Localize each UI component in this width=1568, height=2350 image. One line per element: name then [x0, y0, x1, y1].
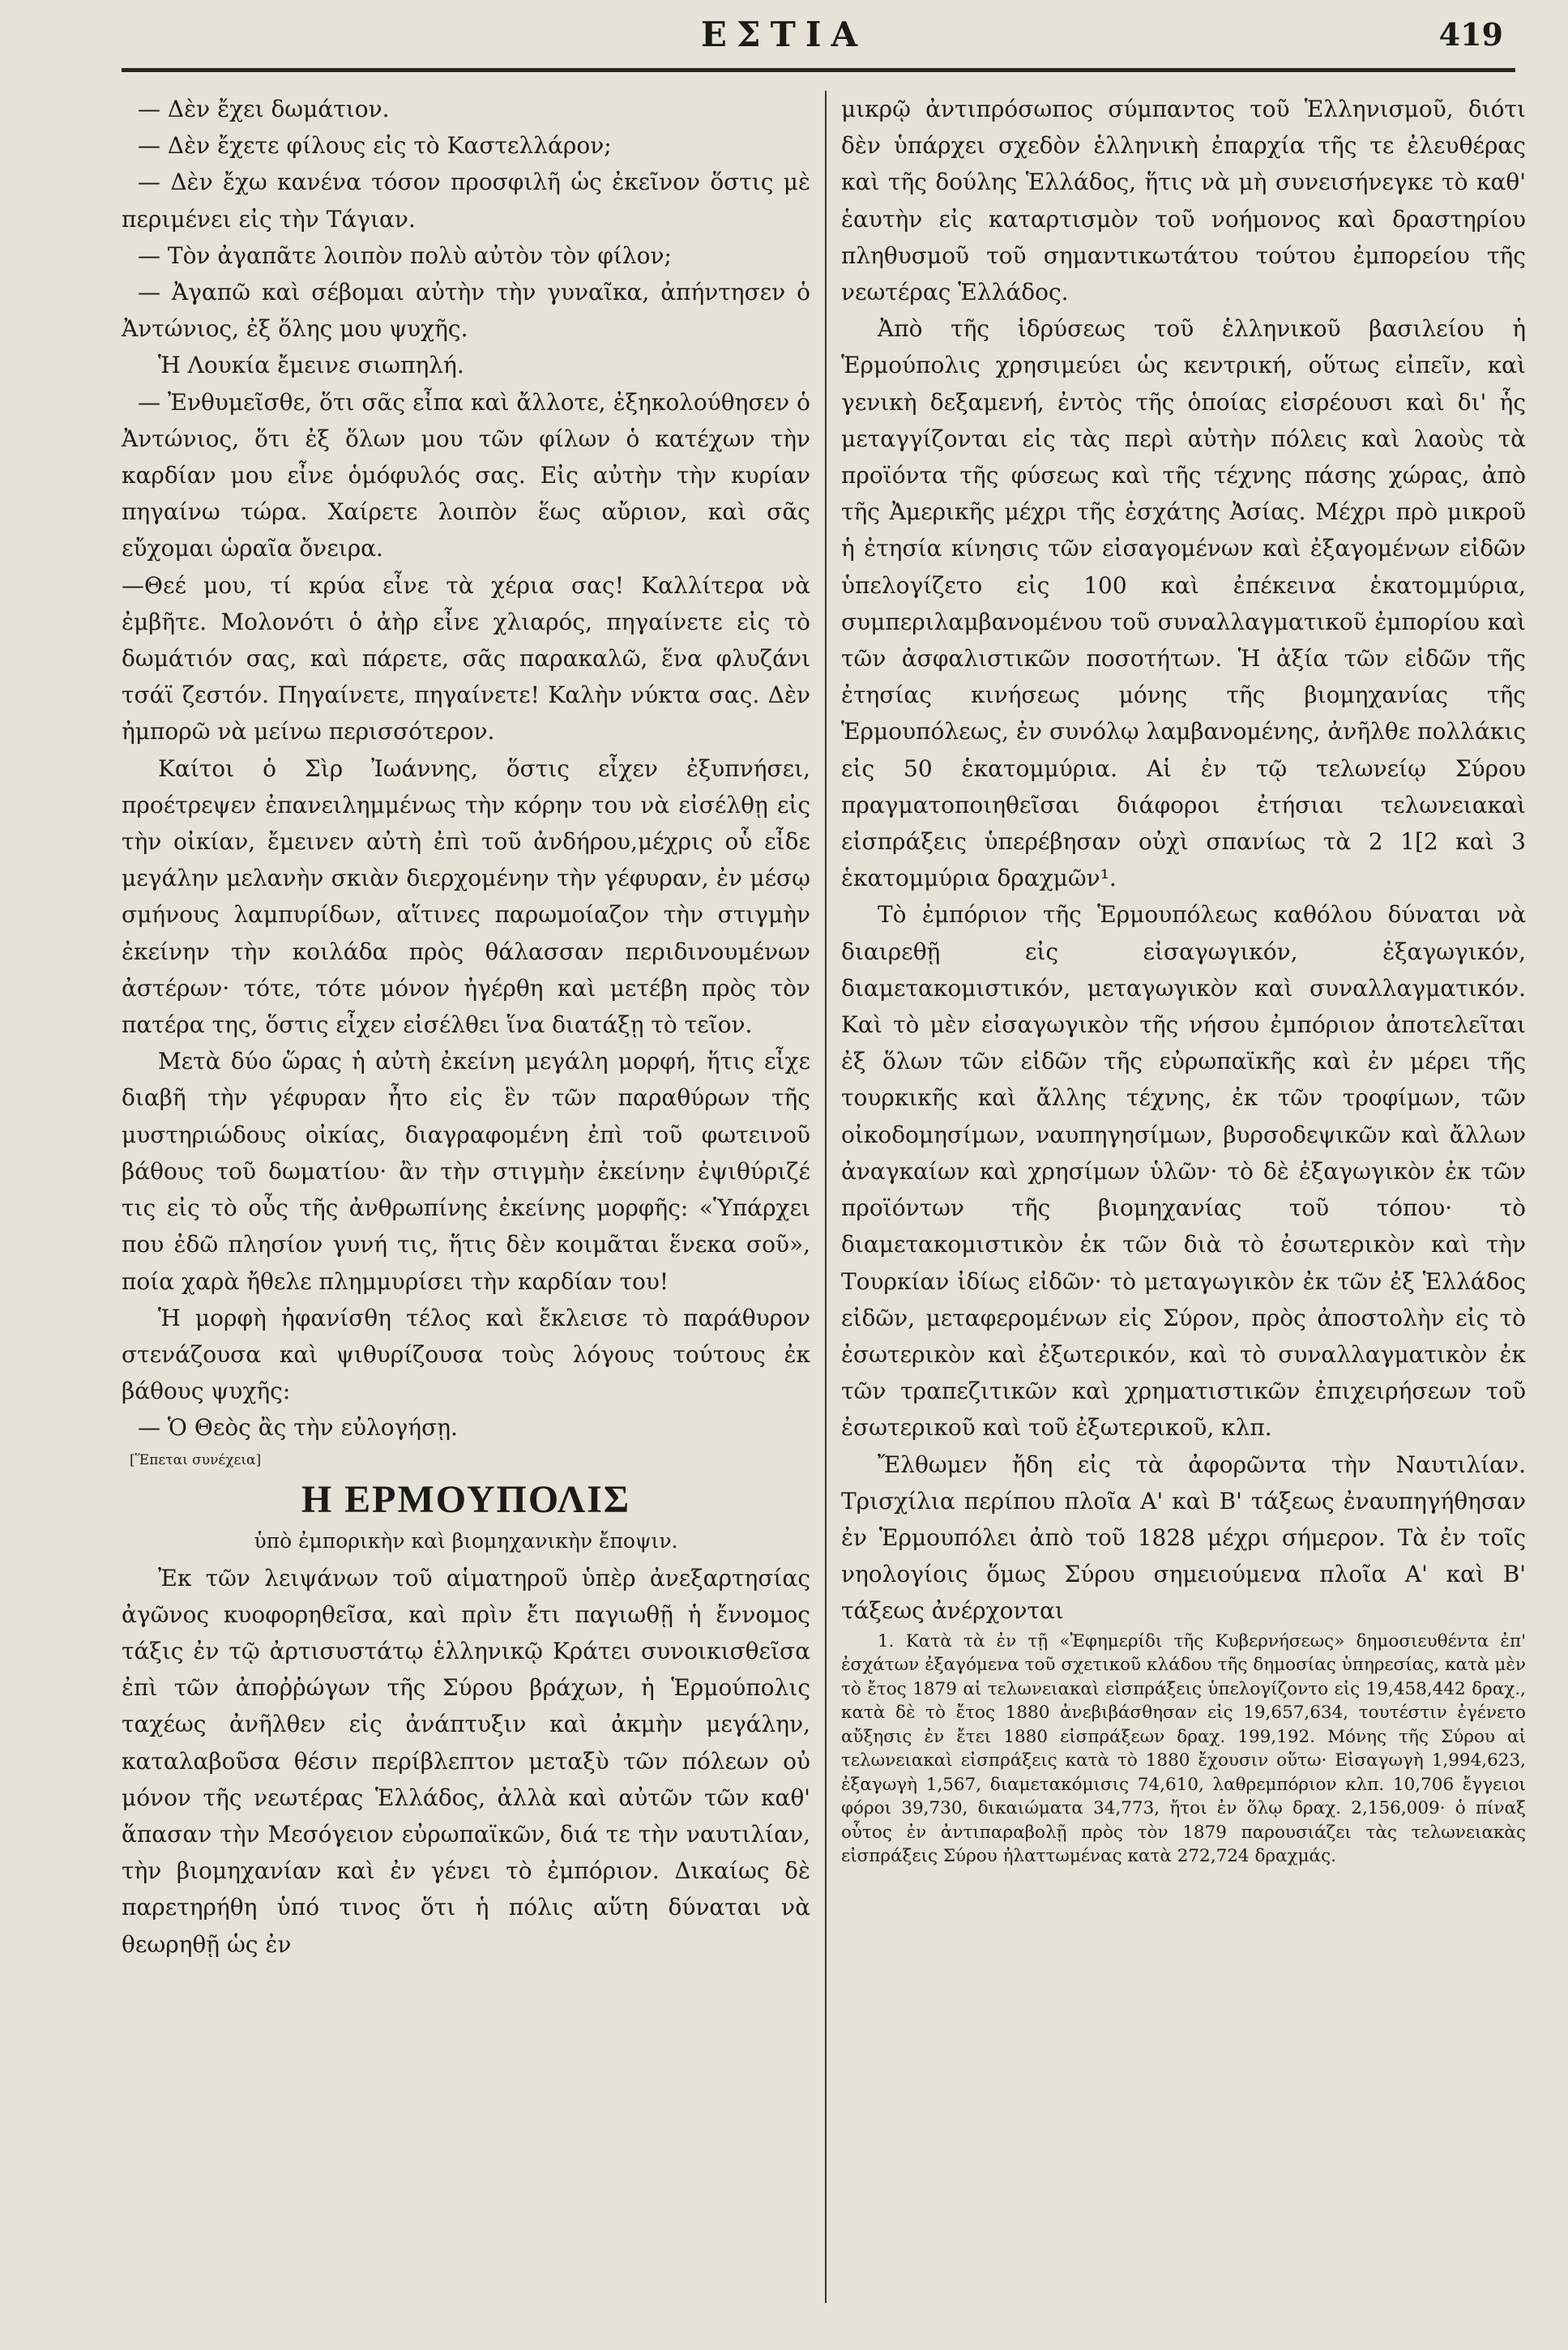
paragraph: — Δὲν ἔχει δωμάτιον. [138, 96, 390, 122]
journal-title: ΕΣΤΙΑ [700, 15, 868, 54]
paragraph: — Ἀγαπῶ καὶ σέβομαι αὐτὴν τὴν γυναῖκα, ἀπήντησεν ὁ Ἀντώνιος, ἐξ ὅλης μου ψυχῆς. [122, 279, 810, 343]
column-divider [825, 91, 827, 2303]
paragraph: — Ἐνθυμεῖσθε, ὅτι σᾶς εἶπα καὶ ἄλλοτε, ἐξηκολούθησεν ὁ Ἀντώνιος, ὅτι ἐξ ὅλων μου τῶν φίλων ὁ κατέχων τὴν καρδίαν μου εἶνε ὁμόφυλός σας. Εἰς αὐτὴν τὴν κυρίαν πηγαίνω τώρα. Χαίρετε λοιπὸν ἕως αὔριον, καὶ σᾶς εὔχομαι ὡραῖα ὄνειρα. [122, 388, 810, 562]
header-rule [122, 68, 1515, 72]
paragraph: —Θεέ μου, τί κρύα εἶνε τὰ χέρια σας! Καλλίτερα νὰ ἐμβῆτε. Μολονότι ὁ ἀὴρ εἶνε χλιαρός, πηγαίνετε εἰς τὸ δωμάτιόν σας, καὶ πάρετε, σᾶς παρακαλῶ, ἕνα φλυζάνι τσάϊ ζεστόν. Πηγαίνετε, πηγαίνετε! Καλὴν νύκτα σας. Δὲν ἠμπορῶ νὰ μείνω περισσότερον. [122, 571, 810, 746]
section-title: Η ΕΡΜΟΥΠΟΛΙΣ [301, 1477, 631, 1521]
paragraph: Ἀπὸ τῆς ἱδρύσεως τοῦ ἑλληνικοῦ βασιλείου ἡ Ἑρμούπολις χρησιμεύει ὡς κεντρική, οὕτως εἰπεῖν, καὶ γενικὴ δεξαμενή, ἐντὸς τῆς ὁποίας εἰσρέουσι καὶ δι' ἧς μεταγγίζονται εἰς τὰς περὶ αὐτὴν πόλεις καὶ λαοὺς τὰ προϊόντα τῆς φύσεως καὶ τῆς τέχνης πάσης χώρας, ἀπὸ τῆς Ἀμερικῆς μέχρι τῆς ἐσχάτης Ἀσίας. Μέχρι πρὸ μικροῦ ἡ ἐτησία κίνησις τῶν εἰσαγομένων καὶ ἐξαγομένων εἰδῶν ὑπελογίζετο εἰς 100 καὶ ἐπέκεινα ἑκατομμύρια, συμπεριλαμβανομένου τοῦ συναλλαγματικοῦ ἐμπορίου καὶ τῶν ἀσφαλιστικῶν ποσοτήτων. Ἡ ἀξία τῶν εἰδῶν τῆς ἐτησίας κινήσεως μόνης τῆς βιομηχανίας τῆς Ἑρμουπόλεως, ἐν συνόλῳ λαμβανομένης, ἀνῆλθε πολλάκις εἰς 50 ἑκατομμύρια. Αἱ ἐν τῷ τελωνείῳ Σύρου πραγματοποιηθεῖσαι διάφοροι ἐτήσιαι τελωνειακαὶ εἰσπράξεις ὑπερέβησαν οὐχὶ σπανίως τὰ 2 1[2 καὶ 3 ἑκατομμύρια δραχμῶν¹. [841, 315, 1526, 892]
paragraph: Ἡ Λουκία ἔμεινε σιωπηλή. [158, 352, 464, 379]
footnote: 1. Κατὰ τὰ ἐν τῇ «Ἐφημερίδι τῆς Κυβερνήσεως» δημοσιευθέντα ἐπ' ἐσχάτων ἐξαγόμενα τοῦ σχετικοῦ κλάδου τῆς δημοσίας ὑπηρεσίας, κατὰ μὲν τὸ ἔτος 1879 αἱ τελωνειακαὶ εἰσπράξεις ὑπελογίζοντο εἰς 19,458,442 δραχ., κατὰ δὲ τὸ ἔτος 1880 ἀνεβιβάσθησαν εἰς 19,657,634, τουτέστιν ἐγένετο αὔξησις ἐν ἔτει 1880 εἰσπράξεων δραχ. 199,192. Μόνης τῆς Σύρου αἱ τελωνειακαὶ εἰσπράξεις κατὰ τὸ 1880 ἔχουσιν οὕτω· Εἰσαγωγὴ 1,994,623, ἐξαγωγὴ 1,567, διαμετακόμισις 74,610, λαθρεμπόριον κλπ. 10,706 ἔγγειοι φόροι 39,730, δικαιώματα 34,773, ἤτοι ἐν ὅλῳ δραχ. 2,156,009· ὁ πίναξ οὗτος ἐν ἀντιπαραβολῇ πρὸς τὸν 1879 παρουσιάζει τὰς τελωνειακὰς εἰσπράξεις Σύρου ἠλαττωμένας κατὰ 272,724 δραχμάς. [841, 1630, 1526, 1867]
paragraph: Ἔλθωμεν ἤδη εἰς τὰ ἀφορῶντα τὴν Ναυτιλίαν. Τρισχίλια περίπου πλοῖα Α' καὶ Β' τάξεως ἐναυπηγήθησαν ἐν Ἑρμουπόλει ἀπὸ τοῦ 1828 μέχρι σήμερον. Τὰ ἐν τοῖς νηολογίοις ὅμως Σύρου σημειούμενα πλοῖα Α' καὶ Β' τάξεως ἀνέρχονται [841, 1451, 1526, 1625]
paragraph: Τὸ ἐμπόριον τῆς Ἑρμουπόλεως καθόλου δύναται νὰ διαιρεθῇ εἰς εἰσαγωγικόν, ἐξαγωγικόν, διαμετακομιστικόν, μεταγωγικὸν καὶ συναλλαγματικόν. Καὶ τὸ μὲν εἰσαγωγικὸν τῆς νήσου ἐμπόριον ἀποτελεῖται ἐξ ὅλων τῶν εἰδῶν τῆς εὐρωπαϊκῆς καὶ ἐν μέρει τῆς τουρκικῆς καὶ ἄλλης τέχνης, ἐκ τῶν τροφίμων, τῶν οἰκοδομησίμων, ναυπηγησίμων, βυρσοδεψικῶν καὶ ἄλλων ἀναγκαίων καὶ χρησίμων ὑλῶν· τὸ δὲ ἐξαγωγικὸν ἐκ τῶν προϊόντων τῆς βιομηχανίας τοῦ τόπου· τὸ διαμετακομιστικὸν ἐκ τῶν διὰ τὸ ἐσωτερικὸν καὶ τὴν Τουρκίαν ἰδίως εἰδῶν· τὸ μεταγωγικὸν ἐκ τῶν ἐξ Ἑλλάδος εἰδῶν, μεταφερομένων εἰς Σύρον, πρὸς ἀποστολὴν εἰς τὸ ἐσωτερικὸν καὶ ἐξωτερικόν, καὶ τὸ συναλλαγματικὸν ἐκ τῶν τραπεζιτικῶν καὶ χρηματιστικῶν ἐπιχειρήσεων τοῦ ἐσωτερικοῦ καὶ τοῦ ἐξωτερικοῦ, κλπ. [841, 901, 1526, 1442]
paragraph: Καίτοι ὁ Σὶρ Ἰωάννης, ὅστις εἶχεν ἐξυπνήσει, προέτρεψεν ἐπανειλημμένως τὴν κόρην του νὰ εἰσέλθῃ εἰς τὴν οἰκίαν, ἔμεινεν αὐτὴ ἐπὶ τοῦ ἀνδήρου,μέχρις οὗ εἶδε μεγάλην μελανὴν σκιὰν διερχομένην τὴν γέφυραν, ἐν μέσῳ σμήνους λαμπυρίδων, αἵτινες παρωμοίαζον τὴν στιγμὴν ἐκείνην τὴν κοιλάδα πρὸς θάλασσαν περιδινουμένων ἀστέρων· τότε, τότε μόνον ἠγέρθη καὶ μετέβη πρὸς τὸν πατέρα της, ὅστις εἶχεν εἰσέλθει ἵνα διατάξῃ τὸ τεῖον. [122, 754, 810, 1039]
paragraph: — Δὲν ἔχετε φίλους εἰς τὸ Καστελλάρον; [138, 132, 612, 160]
paragraph: — Δὲν ἔχω κανένα τόσον προσφιλῆ ὡς ἐκεῖνον ὅστις μὲ περιμένει εἰς τὴν Τάγιαν. [122, 169, 810, 233]
paragraph: μικρῷ ἀντιπρόσωπος σύμπαντος τοῦ Ἑλληνισμοῦ, διότι δὲν ὑπάρχει σχεδὸν ἑλληνικὴ ἐπαρχία τῆς τε ἐλευθέρας καὶ τῆς δούλης Ἑλλάδος, ἥτις νὰ μὴ συνεισήνεγκε τὸ καθ' ἑαυτὴν εἰς καταρτισμὸν τοῦ νοήμονος καὶ δραστηρίου πληθυσμοῦ τοῦ σημαντικωτάτου τούτου ἐμπορείου τῆς νεωτέρας Ἑλλάδος. [841, 96, 1526, 306]
paragraph: Ἐκ τῶν λειψάνων τοῦ αἱματηροῦ ὑπὲρ ἀνεξαρτησίας ἀγῶνος κυοφορηθεῖσα, καὶ πρὶν ἔτι παγιωθῇ ἡ ἔννομος τάξις ἐν τῷ ἀρτισυστάτῳ ἑλληνικῷ Κράτει συνοικισθεῖσα ἐπὶ τῶν ἀποῤῥώγων τῆς Σύρου βράχων, ἡ Ἑρμούπολις ταχέως ἀνῆλθεν εἰς ἀνάπτυξιν καὶ ἀκμὴν μεγάλην, καταλαβοῦσα θέσιν περίβλεπτον μεταξὺ τῶν πόλεων οὐ μόνον τῆς νεωτέρας Ἑλλάδος, ἀλλὰ καὶ αὐτῶν τῶν καθ' ἅπασαν τὴν Μεσόγειον εὐρωπαϊκῶν, διά τε τὴν ναυτιλίαν, τὴν βιομηχανίαν καὶ ἐν γένει τὸ ἐμπόριον. Δικαίως δὲ παρετηρήθη ὑπό τινος ὅτι ἡ πόλις αὕτη δύναται νὰ θεωρηθῇ ὡς ἐν [122, 1564, 810, 1958]
left-column [122, 91, 810, 2334]
page-number: 419 [1438, 16, 1503, 53]
paragraph: — Ὁ Θεὸς ἂς τὴν εὐλογήσῃ. [138, 1414, 458, 1442]
page-header [0, 11, 1568, 60]
paragraph: — Τὸν ἀγαπᾶτε λοιπὸν πολὺ αὐτὸν τὸν φίλον; [138, 241, 672, 269]
right-column [841, 91, 1526, 2334]
paragraph: Ἡ μορφὴ ἠφανίσθη τέλος καὶ ἔκλεισε τὸ παράθυρον στενάζουσα καὶ ψιθυρίζουσα τοὺς λόγους τούτους ἐκ βάθους ψυχῆς: [122, 1304, 810, 1405]
continued-note: [Ἕπεται συνέχεια] [130, 1451, 262, 1468]
paragraph: Μετὰ δύο ὥρας ἡ αὐτὴ ἐκείνη μεγάλη μορφή, ἥτις εἶχε διαβῆ τὴν γέφυραν ἦτο εἰς ἓν τῶν παραθύρων τῆς μυστηριώδους οἰκίας, διαγραφομένη ἐπὶ τοῦ φωτεινοῦ βάθους τοῦ δωματίου· ἂν τὴν στιγμὴν ἐκείνην ἐψιθύριζέ τις εἰς τὸ οὖς τῆς ἀνθρωπίνης ἐκείνης μορφῆς: «Ὑπάρχει που ἐδῶ πλησίον γυνή τις, ἥτις δὲν κοιμᾶται ἕνεκα σοῦ», ποία χαρὰ ἤθελε πλημμυρίσει τὴν καρδίαν του! [122, 1048, 810, 1295]
section-subtitle: ὑπὸ ἐμπορικὴν καὶ βιομηχανικὴν ἔποψιν. [254, 1528, 678, 1553]
